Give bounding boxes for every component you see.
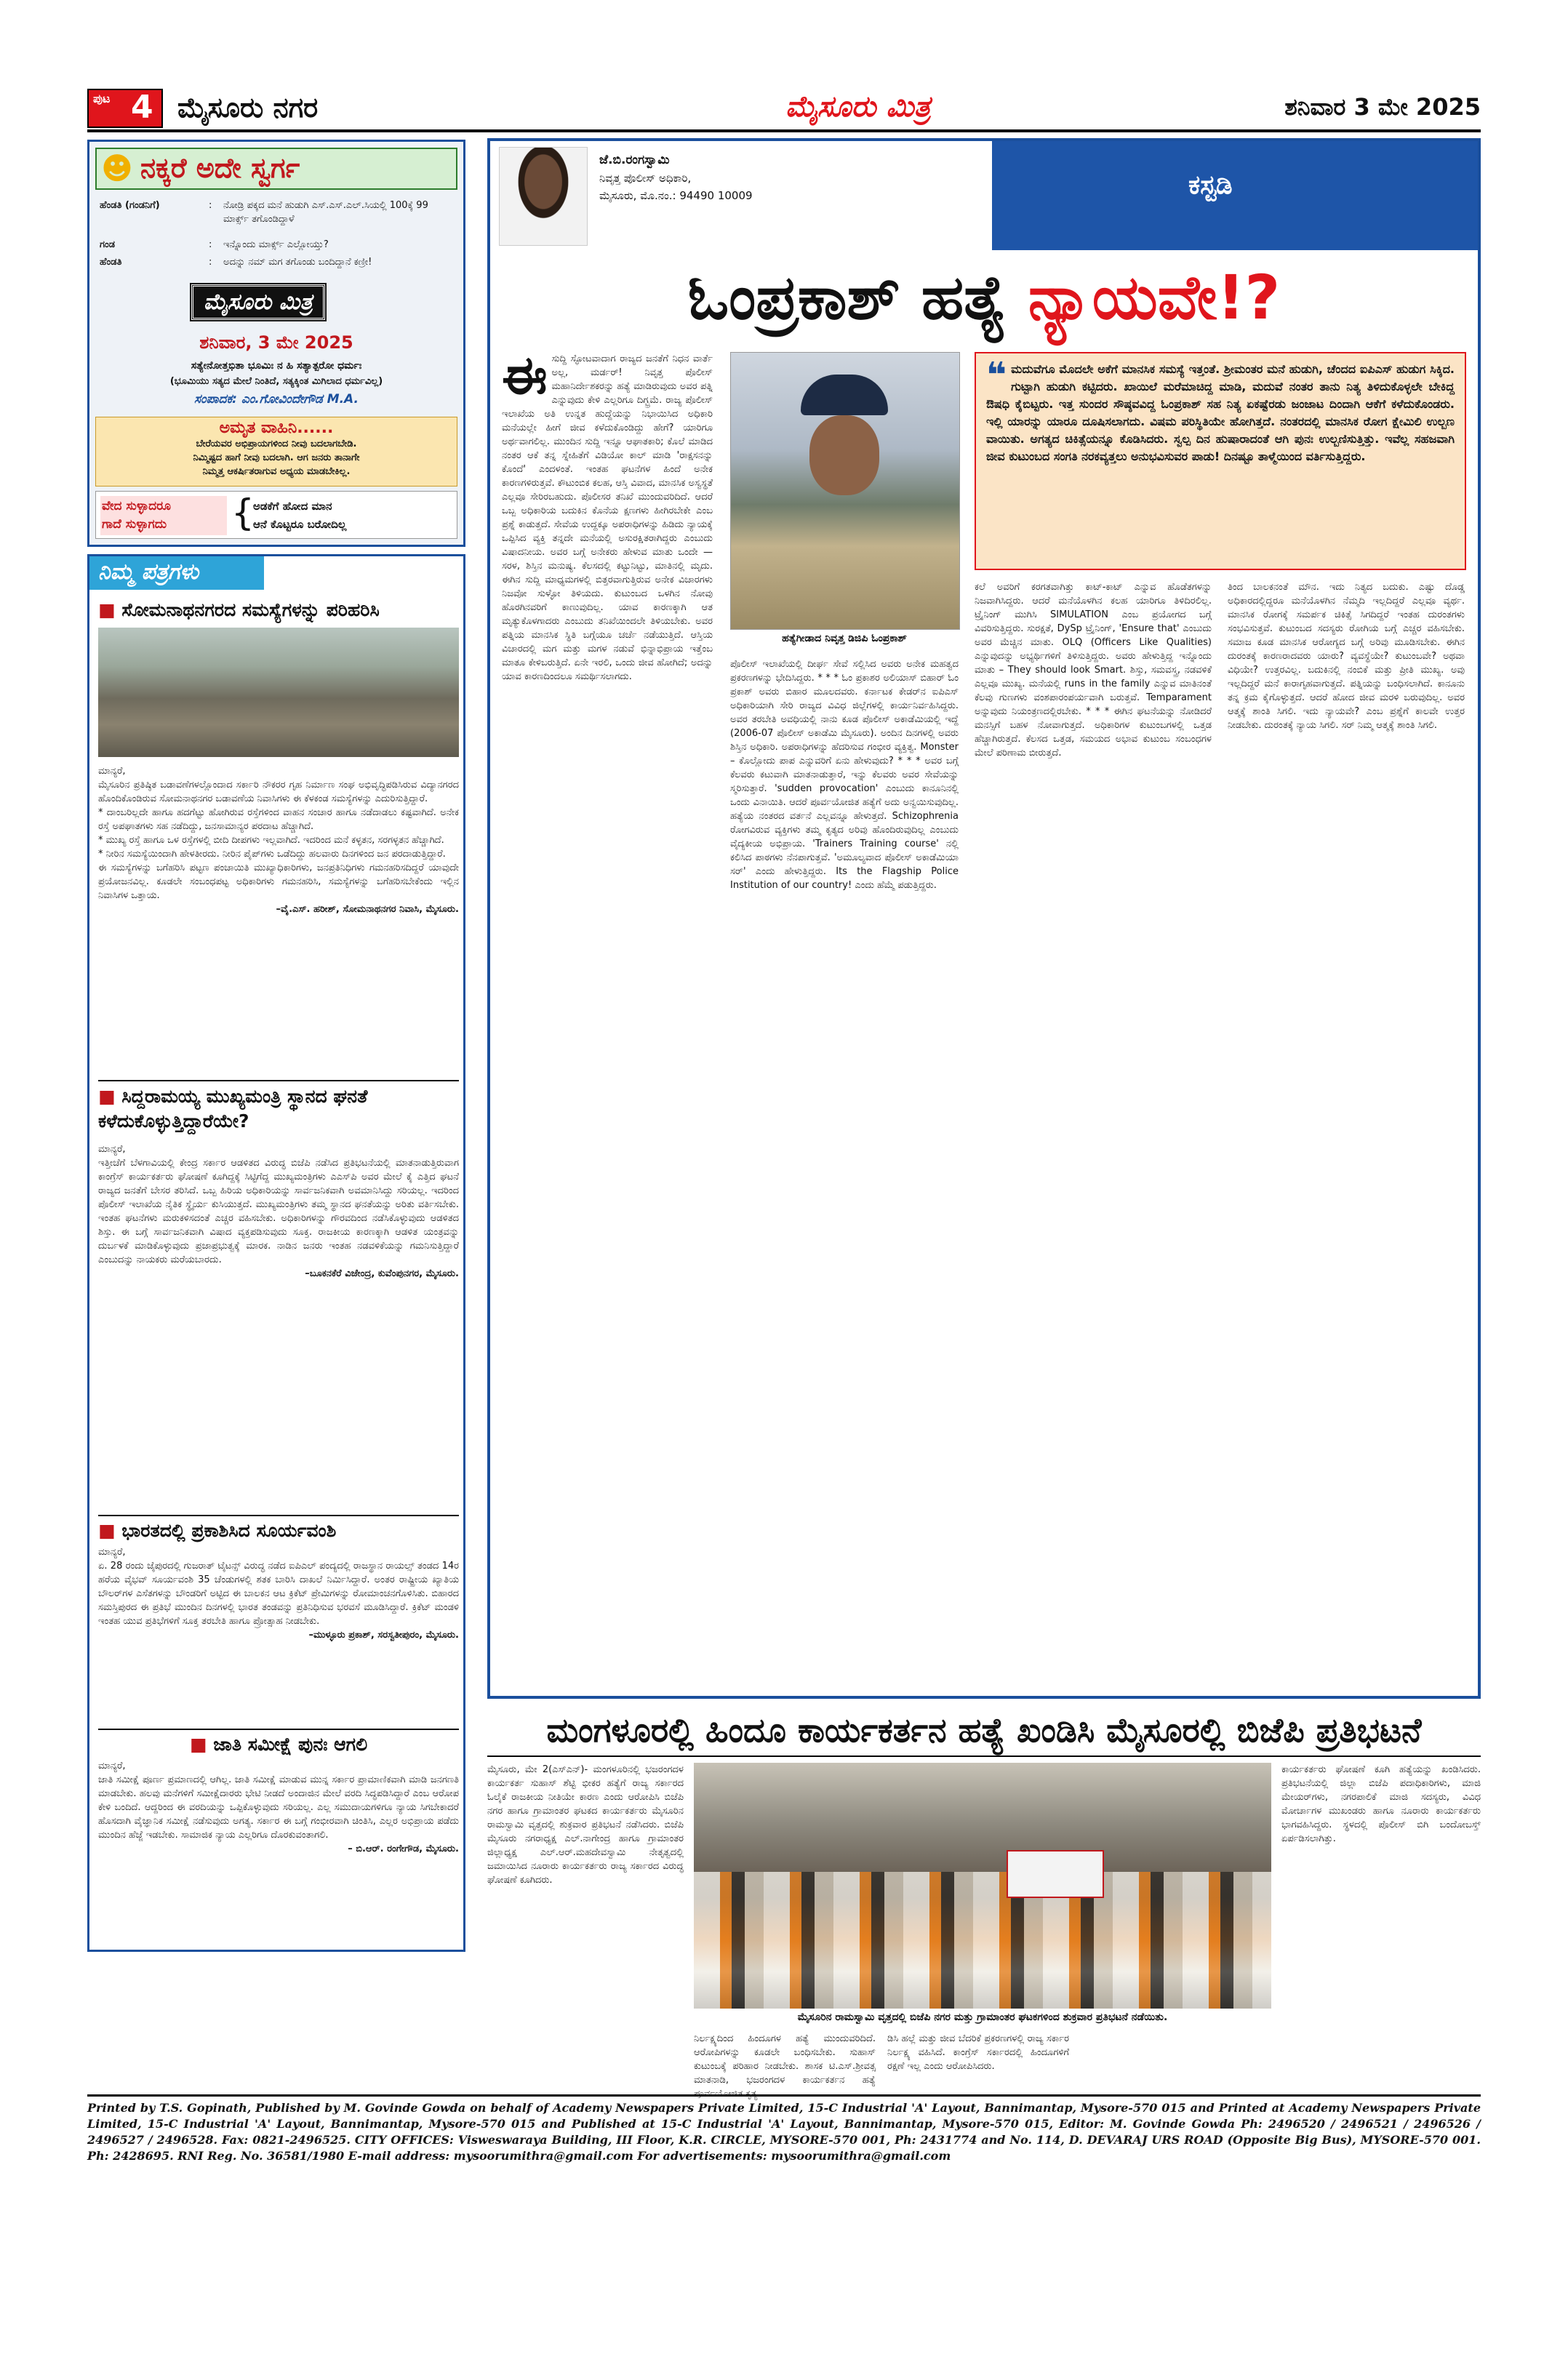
letter-4-text: ಮಾನ್ಯರೆ, ಜಾತಿ ಸಮೀಕ್ಷೆ ಪೂರ್ಣ ಪ್ರಮಾಣದಲ್ಲಿ ಆಗಿಲ್ಲ. ಜಾತಿ ಸಮೀಕ್ಷೆ ಮಾಡುವ ಮುನ್ನ ಸರ್ಕಾರ ಪ್ರಾಮಾಣಿಕವಾಗಿ ಮಾಡಿ ಜನಗಣತಿ ಮಾಡಬೇಕು. ಹಲವು ಮನೆಗಳಿಗೆ ಸಮೀಕ್ಷೆದಾರರು ಭೇಟಿ ನೀಡದೆ ಅಂದಾಜಿನ ಮೇಲೆ ವರದಿ ಸಿದ್ಧಪಡಿಸಿದ್ದಾರೆ ಎಂಬ ಆರೋಪ ಕೇಳಿ ಬಂದಿದೆ. ಆದ್ದರಿಂದ ಈ ವರದಿಯನ್ನು ಒಪ್ಪಿಕೊಳ್ಳುವುದು ಸರಿಯಲ್ಲ. ಎಲ್ಲ ಸಮುದಾಯಗಳಿಗೂ ನ್ಯಾಯ ಸಿಗಬೇಕಾದರೆ ಹೊಸದಾಗಿ ವೈಜ್ಞಾನಿಕ ಸಮೀಕ್ಷೆ ನಡೆಸುವುದು ಅಗತ್ಯ. ಸರ್ಕಾರ ಈ ಬಗ್ಗೆ ಗಂಭೀರವಾಗಿ ಚಿಂತಿಸಿ, ಎಲ್ಲರ ಅಭಿಪ್ರಾಯ ಪಡೆದು ಮುಂದಿನ ಹೆಜ್ಜೆ ಇಡಬೇಕು. ಸಾಮಾಜಿಕ ನ್ಯಾಯ ಎಲ್ಲರಿಗೂ ದೊರಕುವಂತಾಗಲಿ. – ಬಿ.ಆರ್. ರಂಗೇಗೌಡ, ಮೈಸೂರು. <box>98 1761 459 1854</box>
protest-col-mid-1: ನಿರ್ಲಕ್ಷ್ಯದಿಂದ ಹಿಂದೂಗಳ ಹತ್ಯೆ ಮುಂದುವರಿದಿದೆ. ಆರೋಪಿಗಳನ್ನು ಕೂಡಲೇ ಬಂಧಿಸಬೇಕು. ಸುಹಾಸ್ ಕುಟುಂಬಕ್ಕೆ ಪರಿಹಾರ ನೀಡಬೇಕು. ಶಾಸಕ ಟಿ.ಎಸ್.ಶ್ರೀವತ್ಸ ಮಾತನಾಡಿ, ಭಜರಂಗದಳ ಕಾರ್ಯಕರ್ತನ ಹತ್ಯೆ <box>694 2033 876 2086</box>
letter-3-title: ■ ಭಾರತದಲ್ಲಿ ಪ್ರಕಾಶಿಸಿದ ಸೂರ್ಯವಂಶಿ <box>98 1515 459 1542</box>
joke-box <box>87 140 465 547</box>
author-place: ಮೈಸೂರು, ಮೊ.ನಂ.: 94490 10009 <box>599 189 753 202</box>
protest-col-mid-2: ಡಿಸಿ ಹಲ್ಲೆ ಮತ್ತು ಜೀವ ಬೆದರಿಕೆ ಪ್ರಕರಣಗಳಲ್ಲಿ ರಾಜ್ಯ ಸರ್ಕಾರ ನಿರ್ಲಕ್ಷ್ಯ ವಹಿಸಿದೆ. ಕಾಂಗ್ರೆಸ್ ಸರ್ಕಾರದಲ್ಲಿ ಹಿಂದೂಗಳಿಗೆ ರಕ್ಷಣೆ ಇಲ್ಲ ಎಂದು ಆರೋಪಿಸಿದರು. <box>887 2033 1069 2072</box>
article-col-3: ಕಲೆ ಅವರಿಗೆ ಕರಗತವಾಗಿತ್ತು ಕಾಟ್-ಕಾಟ್ ಎನ್ನುವ ಹೊಡೆತಗಳನ್ನು ನಿಜವಾಗಿಸಿದ್ದರು. ಆದರೆ ಮನೆಯೊಳಗಿನ ಕಲಹ ಯಾರಿಗೂ ತಿಳಿದಿರಲಿಲ್ಲ. ಟ್ರೈನಿಂಗ್ ಮುಗಿಸಿ SIMULATION ಎಂಬ ಪ್ರಯೋಗದ ಬಗ್ಗೆ ವಿವರಿಸುತ್ತಿದ್ದರು. ಸುರಕ್ಷತೆ, DySp ಟ್ರೈನಿಂಗ್, 'Ensure that' ಎಂಬುದು ಅವರ ಮೆಚ್ಚಿನ ಮಾತು. OLQ (Officers Like Qualities) ಎನ್ನುವುದನ್ನು ಅಭ್ಯರ್ಥಿಗಳಿಗೆ ತಿಳಿಸುತ್ತಿದ್ದರು. ಅವರು ಹೇಳುತ್ತಿದ್ದ ಇನ್ನೊಂದು ಮಾತು – They should look Smart. ಶಿಸ್ತು, ಸಮವಸ್ತ್ರ, ನಡವಳಿಕೆ ಎಲ್ಲವೂ ಮುಖ್ಯ. ಮನೆಯಲ್ಲಿ runs in the family ಎನ್ನುವ ಮಾತಿನಂತೆ ಕೆಲವು ಗುಣಗಳು ವಂಶಪಾರಂಪರ್ಯವಾಗಿ ಬರುತ್ತವೆ. Temparament ಅನ್ನುವುದು ನಿಯಂತ್ರಣದಲ್ಲಿರಬೇಕು. * * * ಈಗಿನ ಘಟನೆಯನ್ನು ನೋಡಿದರೆ ಮನಸ್ಸಿಗೆ ಬಹಳ ನೋವಾಗುತ್ತದೆ. ಅಧಿಕಾರಿಗಳ ಕುಟುಂಬಗಳಲ್ಲಿ ಒತ್ತಡ ಹೆಚ್ಚಾಗಿರುತ್ತದೆ. ಕೆಲಸದ ಒತ್ತಡ, ಸಮಯದ ಅಭಾವ ಕುಟುಂಬ ಸಂಬಂಧಗಳ ಮೇಲೆ ಪರಿಣಾಮ ಬೀರುತ್ತದೆ. <box>975 582 1212 758</box>
headline <box>490 257 1478 337</box>
paper-logo: ಮೈಸೂರು ಮಿತ್ರ <box>191 284 325 320</box>
letter-1-photo <box>98 628 459 757</box>
bullet-square-icon: ■ <box>98 1086 116 1107</box>
dgp-photo <box>730 352 960 630</box>
proverb-right: ಅಡಕೆಗೆ ಹೋದ ಮಾನ ಆನೆ ಕೊಟ್ಟರೂ ಬರೋದಿಲ್ಲ <box>253 500 347 531</box>
paper-motto-sub: (ಭೂಮಿಯು ಸತ್ಯದ ಮೇಲೆ ನಿಂತಿದೆ, ಸತ್ಯಕ್ಕಿಂತ ಮಿಗಿಲಾದ ಧರ್ಮವಿಲ್ಲ) <box>169 376 383 387</box>
pullquote-box <box>975 352 1466 570</box>
quote-icon: ❝ <box>986 355 1007 396</box>
bullet-square-icon: ■ <box>98 1520 116 1541</box>
brace-icon: { <box>231 492 255 534</box>
protest-col-right: ಕಾರ್ಯಕರ್ತರು ಘೋಷಣೆ ಕೂಗಿ ಹತ್ಯೆಯನ್ನು ಖಂಡಿಸಿದರು. ಪ್ರತಿಭಟನೆಯಲ್ಲಿ ಜಿಲ್ಲಾ ಬಿಜೆಪಿ ಪದಾಧಿಕಾರಿಗಳು, ಮಾಜಿ ಮೇಯರ್‌ಗಳು, ನಗರಪಾಲಿಕೆ ಮಾಜಿ ಸದಸ್ಯರು, ವಿವಿಧ ಮೋರ್ಚಾಗಳ ಮುಖಂಡರು ಹಾಗೂ ನೂರಾರು ಕಾರ್ಯಕರ್ತರು ಭಾಗವಹಿಸಿದ್ದರು. ಸ್ಥಳದಲ್ಲಿ ಪೊಲೀಸ್ ಬಿಗಿ ಬಂದೋಬಸ್ತ್ ಏರ್ಪಡಿಸಲಾಗಿತ್ತು. <box>1281 1764 1481 1844</box>
author-photo <box>499 147 588 246</box>
photo-caption: ಹತ್ಯೆಗೀಡಾದ ನಿವೃತ್ತ ಡಿಜಿಪಿ ಓಂಪ್ರಕಾಶ್ <box>782 633 907 644</box>
headline-part-a: ಓಂಪ್ರಕಾಶ್ ಹತ್ಯೆ <box>687 262 1007 333</box>
letters-title-bar <box>89 556 264 590</box>
letter-2-text: ಮಾನ್ಯರೆ, ಇತ್ತೀಚೆಗೆ ಬೆಳಗಾವಿಯಲ್ಲಿ ಕೇಂದ್ರ ಸರ್ಕಾರ ಆಡಳಿತದ ವಿರುದ್ಧ ಬಿಜೆಪಿ ನಡೆಸಿದ ಪ್ರತಿಭಟನೆಯಲ್ಲಿ ಮಾತನಾಡುತ್ತಿರುವಾಗ ಕಾಂಗ್ರೆಸ್ ಕಾರ್ಯಕರ್ತರು ಘೋಷಣೆ ಕೂಗಿದ್ದಕ್ಕೆ ಸಿಟ್ಟಿಗೆದ್ದ ಮುಖ್ಯಮಂತ್ರಿಗಳು ಎಎಸ್‌ಪಿ ಅವರ ಮೇಲೆ ಕೈ ಎತ್ತಿದ ಘಟನೆ ರಾಜ್ಯದ ಜನತೆಗೆ ಬೇಸರ ತರಿಸಿದೆ. ಒಬ್ಬ ಹಿರಿಯ ಅಧಿಕಾರಿಯನ್ನು ಸಾರ್ವಜನಿಕವಾಗಿ ಅವಮಾನಿಸಿದ್ದು ಸರಿಯಲ್ಲ. ಇದರಿಂದ ಪೊಲೀಸ್ ಇಲಾಖೆಯ ನೈತಿಕ ಸ್ಥೈರ್ಯ ಕುಸಿಯುತ್ತದೆ. ಮುಖ್ಯಮಂತ್ರಿಗಳು ತಮ್ಮ ಸ್ಥಾನದ ಘನತೆಯನ್ನು ಅರಿತು ವರ್ತಿಸಬೇಕು. ಇಂತಹ ಘಟನೆಗಳು ಮರುಕಳಿಸದಂತೆ ಎಚ್ಚರ ವಹಿಸಬೇಕು. ಅಧಿಕಾರಿಗಳನ್ನು ಗೌರವದಿಂದ ನಡೆಸಿಕೊಳ್ಳುವುದು ಆಡಳಿತದ ಶಿಸ್ತು. ಈ ಬಗ್ಗೆ ಸಾರ್ವಜನಿಕವಾಗಿ ವಿಷಾದ ವ್ಯಕ್ತಪಡಿಸುವುದು ಸೂಕ್ತ. ರಾಜಕೀಯ ಕಾರಣಕ್ಕಾಗಿ ಆಡಳಿತ ಯಂತ್ರವನ್ನು ದುರ್ಬಳಕೆ ಮಾಡಿಕೊಳ್ಳುವುದು ಪ್ರಜಾಪ್ರಭುತ್ವಕ್ಕೆ ಮಾರಕ. ನಾಡಿನ ಜನರು ಇಂತಹ ನಡವಳಿಕೆಯನ್ನು ಗಮನಿಸುತ್ತಿದ್ದಾರೆ ಎಂಬುದನ್ನು ನಾಯಕರು ಮರೆಯಬಾರದು. –ಬೂಕನಕೆರೆ ವಿಜೇಂದ್ರ, ಕುವೆಂಪುನಗರ, ಮೈಸೂರು. <box>98 1144 459 1279</box>
letters-section <box>87 554 465 1952</box>
page-header <box>87 89 1481 131</box>
column-name-bar <box>992 141 1478 250</box>
amrutha-line-2: ನಿಮ್ಮಿಷ್ಟದ ಹಾಗೆ ನೀವು ಬದಲಾಗಿ. ಆಗ ಜನರು ತಾನಾಗೇ <box>193 452 360 463</box>
joke-row-2: ಗಂಡ : ಇನ್ನೊಂದು ಮಾರ್ಕ್ಸ್ ಎಲ್ಲೋಯ್ತು? <box>100 239 329 250</box>
banner-shape <box>1007 1850 1104 1898</box>
article-col-4: ತಿಂದ ಬಾಲಕನಂತೆ ಮೌನ. ಇದು ನಿತ್ಯದ ಬದುಕು. ಎಷ್ಟು ದೊಡ್ಡ ಅಧಿಕಾರದಲ್ಲಿದ್ದರೂ ಮನೆಯೊಳಗಿನ ನೆಮ್ಮದಿ ಇಲ್ಲದಿದ್ದರೆ ಎಲ್ಲವೂ ವ್ಯರ್ಥ. ಮಾನಸಿಕ ರೋಗಕ್ಕೆ ಸಮರ್ಪಕ ಚಿಕಿತ್ಸೆ ಸಿಗದಿದ್ದರೆ ಇಂತಹ ದುರಂತಗಳು ಸಂಭವಿಸುತ್ತವೆ. ಕುಟುಂಬದ ಸದಸ್ಯರು ರೋಗಿಯ ಬಗ್ಗೆ ಎಚ್ಚರ ವಹಿಸಬೇಕು. ಸಮಾಜ ಕೂಡ ಮಾನಸಿಕ ಆರೋಗ್ಯದ ಬಗ್ಗೆ ಅರಿವು ಮೂಡಿಸಬೇಕು. ಈಗಿನ ದುರಂತಕ್ಕೆ ಕಾರಣರಾದವರು ಯಾರು? ವ್ಯವಸ್ಥೆಯೇ? ಕುಟುಂಬವೇ? ಅಥವಾ ವಿಧಿಯೇ? ಉತ್ತರವಿಲ್ಲ. ಬದುಕಿನಲ್ಲಿ ನಂಬಿಕೆ ಮತ್ತು ಪ್ರೀತಿ ಮುಖ್ಯ. ಅವು ಇಲ್ಲದಿದ್ದರೆ ಮನೆ ಕಾರಾಗೃಹವಾಗುತ್ತದೆ. ಪತ್ನಿಯನ್ನು ಬಂಧಿಸಲಾಗಿದೆ. ಕಾನೂನು ತನ್ನ ಕ್ರಮ ಕೈಗೊಳ್ಳುತ್ತದೆ. ಆದರೆ ಹೋದ ಜೀವ ಮರಳಿ ಬರುವುದಿಲ್ಲ. ಅವರ ಆತ್ಮಕ್ಕೆ ಶಾಂತಿ ಸಿಗಲಿ. ಇದು ನ್ಯಾಯವೇ? ಎಂಬ ಪ್ರಶ್ನೆಗೆ ಕಾಲವೇ ಉತ್ತರ ನೀಡಬೇಕು. ದುರಂತಕ್ಕೆ ನ್ಯಾಯ ಸಿಗಲಿ. ಸರ್ ನಿಮ್ಮ ಆತ್ಮಕ್ಕೆ ಶಾಂತಿ ಸಿಗಲಿ. <box>1228 582 1465 731</box>
column-name: ಕಸ್ಟಡಿ <box>1188 170 1233 200</box>
page-number: 4 <box>131 89 153 126</box>
article-col-2: ಪೊಲೀಸ್ ಇಲಾಖೆಯಲ್ಲಿ ದೀರ್ಘ ಸೇವೆ ಸಲ್ಲಿಸಿದ ಅವರು ಅನೇಕ ಮಹತ್ವದ ಪ್ರಕರಣಗಳನ್ನು ಭೇದಿಸಿದ್ದರು. * * * ಓಂ ಪ್ರಕಾಶರ ಅಲಿಯಾಸ್ ಬಿಹಾರ್ ಓಂ ಪ್ರಕಾಶ್ ಅವರು ಬಿಹಾರ ಮೂಲದವರು. ಕರ್ನಾಟಕ ಕೇಡರ್‌ನ ಐಪಿಎಸ್ ಅಧಿಕಾರಿಯಾಗಿ ಸೇರಿ ರಾಜ್ಯದ ವಿವಿಧ ಜಿಲ್ಲೆಗಳಲ್ಲಿ ಕಾರ್ಯನಿರ್ವಹಿಸಿದ್ದರು. ಅವರ ತರಬೇತಿ ಅವಧಿಯಲ್ಲಿ ನಾನು ಕೂಡ ಪೊಲೀಸ್ ಅಕಾಡೆಮಿಯಲ್ಲಿ ಇದ್ದೆ (2006-07 ಪೊಲೀಸ್ ಅಕಾಡೆಮಿ ಮೈಸೂರು). ಅಂದಿನ ದಿನಗಳಲ್ಲಿ ಅವರು ಶಿಸ್ತಿನ ಅಧಿಕಾರಿ. ಅಪರಾಧಿಗಳನ್ನು ಹೆದರಿಸುವ ಗಂಭೀರ ವ್ಯಕ್ತಿತ್ವ. Monster – ಕೊಲ್ಲೋದು ಪಾಪ ಎನ್ನುವರಿಗೆ ಏನು ಹೇಳುವುದು? * * * ಅವರ ಬಗ್ಗೆ ಕೆಲವರು ಕಟುವಾಗಿ ಮಾತನಾಡುತ್ತಾರೆ, ಇನ್ನು ಕೆಲವರು ಅವರ ಸೇವೆಯನ್ನು ಸ್ಮರಿಸುತ್ತಾರೆ. 'sudden provocation' ಎಂಬುದು ಕಾನೂನಿನಲ್ಲಿ ಒಂದು ವಿನಾಯಿತಿ. ಆದರೆ ಪೂರ್ವಯೋಜಿತ ಹತ್ಯೆಗೆ ಅದು ಅನ್ವಯಿಸುವುದಿಲ್ಲ. ಹತ್ಯೆಯ ನಂತರದ ವರ್ತನೆ ಎಲ್ಲವನ್ನೂ ಹೇಳುತ್ತದೆ. Schizophrenia ರೋಗವಿರುವ ವ್ಯಕ್ತಿಗಳು ತಮ್ಮ ಕೃತ್ಯದ ಅರಿವು ಹೊಂದಿರುವುದಿಲ್ಲ ಎಂಬುದು ವೈದ್ಯಕೀಯ ಅಭಿಪ್ರಾಯ. 'Trainers Training course' ನಲ್ಲಿ ಕಲಿಸಿದ ಪಾಠಗಳು ನೆನಪಾಗುತ್ತವೆ. 'ಅಮೂಲ್ಯವಾದ ಪೊಲೀಸ್ ಅಕಾಡೆಮಿಯಾ ಸರ್' ಎಂದು ಹೇಳುತ್ತಿದ್ದರು. Its the Flagship Police Institution of our country! ಎಂದು ಹೆಮ್ಮೆ ಪಡುತ್ತಿದ್ದರು. <box>730 659 959 891</box>
footer-rule <box>87 2094 1481 2097</box>
masthead-logo: ಮೈಸೂರು ಮಿತ್ರ <box>785 90 931 124</box>
joke-row-3: ಹೆಂಡತಿ : ಅದನ್ನು ನಮ್ ಮಗ ತಗೊಂಡು ಬಂದಿದ್ದಾನೆ ಕಣ್ರೀ! <box>100 257 372 268</box>
protest-headline: ಮಂಗಳೂರಲ್ಲಿ ಹಿಂದೂ ಕಾರ್ಯಕರ್ತನ ಹತ್ಯೆ ಖಂಡಿಸಿ ಮೈಸೂರಲ್ಲಿ ಬಿಜೆಪಿ ಪ್ರತಿಭಟನೆ <box>546 1710 1422 1750</box>
proverb-box <box>95 491 457 539</box>
joke-title-bar <box>95 148 457 190</box>
letter-4-title: ■ ಜಾತಿ ಸಮೀಕ್ಷೆ ಪುನಃ ಆಗಲಿ <box>98 1729 459 1756</box>
amrutha-line-1: ಬೇರೆಯವರ ಅಭಿಪ್ರಾಯಗಳಿಂದ ನೀವು ಬದಲಾಗಬೇಡಿ. <box>196 439 357 449</box>
article-col-1: ಈ ಸುದ್ದಿ ಸ್ಫೋಟವಾದಾಗ ರಾಜ್ಯದ ಜನತೆಗೆ ನಿಧನ ವಾರ್ತೆ ಅಲ್ಲ, ಮರ್ಡರ್! ನಿವೃತ್ತ ಪೊಲೀಸ್ ಮಹಾನಿರ್ದೇಶಕರನ್ನು ಹತ್ಯೆ ಮಾಡಿರುವುದು ಅವರ ಪತ್ನಿ ಎನ್ನುವುದು ಕೇಳಿ ಎಲ್ಲರಿಗೂ ದಿಗ್ಭ್ರಮೆ. ರಾಜ್ಯ ಪೊಲೀಸ್ ಇಲಾಖೆಯ ಅತಿ ಉನ್ನತ ಹುದ್ದೆಯನ್ನು ನಿಭಾಯಿಸಿದ ಅಧಿಕಾರಿ ಮನೆಯಲ್ಲೇ ಹೀಗೆ ಜೀವ ಕಳೆದುಕೊಂಡಿದ್ದು ಹೇಗೆ? ಯಾರಿಗೂ ಅರ್ಥವಾಗಲಿಲ್ಲ. ಮುಂದಿನ ಸುದ್ದಿ ಇನ್ನೂ ಆಘಾತಕಾರಿ; ಕೊಲೆ ಮಾಡಿದ ನಂತರ ಆಕೆ ತನ್ನ ಸ್ನೇಹಿತೆಗೆ ವಿಡಿಯೋ ಕಾಲ್ ಮಾಡಿ 'ರಾಕ್ಷಸನನ್ನು ಕೊಂದೆ' ಎಂದಳಂತೆ. ಇಂತಹ ಘಟನೆಗಳ ಹಿಂದೆ ಅನೇಕ ಕಾರಣಗಳಿರುತ್ತವೆ. ಕೌಟುಂಬಿಕ ಕಲಹ, ಆಸ್ತಿ ವಿವಾದ, ಮಾನಸಿಕ ಅಸ್ವಸ್ಥತೆ ಎಲ್ಲವೂ ಸೇರಿರಬಹುದು. ಪೊಲೀಸರ ತನಿಖೆ ಮುಂದುವರಿದಿದೆ. ಆದರೆ ಒಬ್ಬ ಅಧಿಕಾರಿಯ ಬದುಕಿನ ಕೊನೆಯ ಕ್ಷಣಗಳು ಹೀಗಿರಬೇಕೇ ಎಂಬ ಪ್ರಶ್ನೆ ಕಾಡುತ್ತದೆ. ಸೇವೆಯ ಉದ್ದಕ್ಕೂ ಅಪರಾಧಿಗಳನ್ನು ಹಿಡಿದು ನ್ಯಾಯಕ್ಕೆ ಒಪ್ಪಿಸಿದ ವ್ಯಕ್ತಿ ತನ್ನದೇ ಮನೆಯಲ್ಲಿ ಅಸುರಕ್ಷಿತರಾಗಿದ್ದರು ಎಂಬುದು ವಿಷಾದನೀಯ. ಅವರ ಬಗ್ಗೆ ಅನೇಕರು ಹೇಳುವ ಮಾತು ಒಂದೇ — ಸರಳ, ಶಿಸ್ತಿನ ಮನುಷ್ಯ. ಕೆಲಸದಲ್ಲಿ ಕಟ್ಟುನಿಟ್ಟು, ಮಾತಿನಲ್ಲಿ ಮೃದು. ಈಗಿನ ಸುದ್ದಿ ಮಾಧ್ಯಮಗಳಲ್ಲಿ ಬಿತ್ತರವಾಗುತ್ತಿರುವ ಅನೇಕ ವಿಚಾರಗಳು ನಿಜವೋ ಸುಳ್ಳೋ ತಿಳಿಯದು. ಕುಟುಂಬದ ಒಳಗಿನ ನೋವು ಹೊರಗಿನವರಿಗೆ ಕಾಣುವುದಿಲ್ಲ. ಯಾವ ಕಾರಣಕ್ಕಾಗಿ ಆತ ಮೃತ್ಯುಕೊಳಗಾದರು ಎಂಬುದು ತನಿಖೆಯಿಂದಲೇ ತಿಳಿಯಬೇಕು. ಅವರ ಪತ್ನಿಯ ಮಾನಸಿಕ ಸ್ಥಿತಿ ಬಗ್ಗೆಯೂ ಚರ್ಚೆ ನಡೆಯುತ್ತಿದೆ. ಆಸ್ತಿಯ ವಿಚಾರದಲ್ಲಿ ಮಗ ಮತ್ತು ಮಗಳ ನಡುವೆ ಭಿನ್ನಾಭಿಪ್ರಾಯ ಇತ್ತೆಂಬ ಮಾತೂ ಕೇಳಿಬರುತ್ತಿದೆ. ಏನೇ ಇರಲಿ, ಒಂದು ಜೀವ ಹೋಗಿದೆ; ಅದನ್ನು ಯಾವ ಕಾರಣದಿಂದಲೂ ಸಮರ್ಥಿಸಲಾಗದು. <box>502 345 713 682</box>
header-rule <box>87 129 1481 132</box>
amrutha-box <box>95 417 457 487</box>
page-number-box <box>87 89 163 128</box>
bullet-square-icon: ■ <box>98 599 116 620</box>
letter-3-text: ಮಾನ್ಯರೆ, ಏ. 28 ರಂದು ಜೈಪುರದಲ್ಲಿ ಗುಜರಾತ್ ಟೈಟನ್ಸ್ ವಿರುದ್ಧ ನಡೆದ ಐಪಿಎಲ್ ಪಂದ್ಯದಲ್ಲಿ ರಾಜಸ್ಥಾನ ರಾಯಲ್ಸ್ ತಂಡದ 14ರ ಹರೆಯ ವೈಭವ್ ಸೂರ್ಯವಂಶಿ 35 ಚೆಂಡುಗಳಲ್ಲಿ ಶತಕ ಬಾರಿಸಿ ದಾಖಲೆ ನಿರ್ಮಿಸಿದ್ದಾರೆ. ಅಂತರ ರಾಷ್ಟ್ರೀಯ ಖ್ಯಾತಿಯ ಬೌಲರ್‌ಗಳ ಎಸೆತಗಳನ್ನು ಬೌಂಡರಿಗೆ ಅಟ್ಟಿದ ಈ ಬಾಲಕನ ಆಟ ಕ್ರಿಕೆಟ್ ಪ್ರೇಮಿಗಳನ್ನು ರೋಮಾಂಚನಗೊಳಿಸಿತು. ಬಿಹಾರದ ಸಮಸ್ತಿಪುರದ ಈ ಪ್ರತಿಭೆ ಮುಂದಿನ ದಿನಗಳಲ್ಲಿ ಭಾರತ ತಂಡವನ್ನು ಪ್ರತಿನಿಧಿಸುವ ಭರವಸೆ ಮೂಡಿಸಿದ್ದಾರೆ. ಕ್ರಿಕೆಟ್ ಮಂಡಳಿ ಇಂತಹ ಯುವ ಪ್ರತಿಭೆಗಳಿಗೆ ಸೂಕ್ತ ತರಬೇತಿ ಹಾಗೂ ಪ್ರೋತ್ಸಾಹ ನೀಡಬೇಕು. –ಮುಳ್ಳೂರು ಪ್ರಕಾಶ್, ಸರಸ್ವತೀಪುರಂ, ಮೈಸೂರು. <box>98 1547 459 1641</box>
header-date: ಶನಿವಾರ 3 ಮೇ 2025 <box>1284 93 1481 121</box>
headline-part-b: ನ್ಯಾಯವೇ!? <box>1028 262 1281 333</box>
protest-rule <box>487 1756 1481 1757</box>
crowd-shape <box>694 1872 1271 2009</box>
pullquote-text: ಮದುವೆಗೂ ಮೊದಲೇ ಅಕೆಗೆ ಮಾನಸಿಕ ಸಮಸ್ಯೆ ಇತ್ತಂತೆ. ಶ್ರೀಮಂತರ ಮನೆ ಹುಡುಗಿ, ಚೆಂದದ ಐಪಿಎಸ್ ಹುಡುಗ ಸಿಕ್ಕಿದ. ಗುಟ್ಟಾಗಿ ಹುಡುಗಿ ಕಟ್ಟಿದರು. ಖಾಯಿಲೆ ಮರೆಮಾಚಿದ್ದ ಮಾಡಿ, ಮದುವೆ ನಂತರ ತಾನು ನಿತ್ಯ ತಿಳಿದುಕೊಳ್ಳಲೇ ಬೇಕಿದ್ದ ಔಷಧಿ ಕೈಬಿಟ್ಟರು. ಇತ್ತ ಸುಂದರ ಸೌಷ್ಠವವಿದ್ದ ಓಂಪ್ರಕಾಶ್ ಸಹ ನಿತ್ಯ ಏಕಷ್ಟೆರಡು ಜಂಜಾಟ ದಿಂದಾಗಿ ಆಕೆಗೆ ಕಳೆದುಕೊಂಡರು. ಇಲ್ಲಿ ಯಾರನ್ನು ಯಾರೂ ದೂಷಿಸಲಾಗದು. ವಿಷಮ ಪರಿಸ್ಥಿತಿಯೇ ಹೋಗಿತ್ತದೆ. ನಂತರದಲ್ಲಿ ಮಾನಸಿಕ ರೋಗ ಕ್ಷೇಮಿಲಿ ಉಲ್ಬಣ ವಾಯಿತು. ಅಗತ್ಯದ ಚಿಕಿತ್ಸೆಯನ್ನೂ ಕೊಡಿಸಿದರು. ಸ್ವಲ್ಪ ದಿನ ಹುಷಾರಾದಂತೆ ಆಗಿ ಪುನಃ ಉಲ್ಬಣಿಸುತ್ತಿತ್ತು. ಇವೆಲ್ಲ ಸಹಜವಾಗಿ ಜೀವ ಕುಟುಂಬದ ಸಂಗತಿ ನರಕವ್ಯತ್ತಲು ಅನುಭವಿಸುವರ ಪಾಡು! ದಿನಷ್ಟೂ ತಾಳ್ಮೆಯಿಂದ ವರ್ತಿಸುತ್ತಿದ್ದರು. <box>986 362 1455 463</box>
joke-title: ನಕ್ಕರೆ ಅದೇ ಸ್ವರ್ಗ <box>140 152 300 184</box>
paper-date: ಶನಿವಾರ, 3 ಮೇ 2025 <box>199 332 353 353</box>
letter-2-title: ■ ಸಿದ್ದರಾಮಯ್ಯ ಮುಖ್ಯಮಂತ್ರಿ ಸ್ಥಾನದ ಘನತೆ ಕಳೆದುಕೊಳ್ಳುತ್ತಿದ್ದಾರೆಯೇ? <box>98 1080 459 1134</box>
author-name: ಜೆ.ಬಿ.ರಂಗಸ್ವಾಮಿ <box>599 153 670 167</box>
section-title: ಮೈಸೂರು ನಗರ <box>177 92 319 124</box>
paper-editor: ಸಂಪಾದಕ: ಎಂ.ಗೋವಿಂದೇಗೌಡ M.A. <box>194 392 359 407</box>
amrutha-line-3: ನಿಮ್ಮತ್ತ ಆಕರ್ಷಿತರಾಗುವ ಅಧ್ಯಯ ಮಾಡಬೇಕಿಲ್ಲ. <box>202 466 351 477</box>
imprint-footer: Printed by T.S. Gopinath, Published by M. Govinde Gowda on behalf of Academy Newspapers Private Limited, 15-C Industrial 'A' Layout, Bannimantap, Mysore-570 015 and Printed at Academy Newspapers Private Limited, 15-C Industrial 'A' Layout, Bannimantap, Mysore-570 015 and Published at 15-C Industrial 'A' Layout, Bannimantap, Mysore-570 015, Editor: M. Govinde Gowda Ph: 2496520 / 2496521 / 2496526 / 2496527 / 2496528. Fax: 0821-2496525. CITY OFFICES: Visweswaraya Building, III Floor, K.R. CIRCLE, MYSORE-570 001, Ph: 2431774 and No. 114, D. DEVARAJ URS ROAD (Opposite Big Bus), MYSORE-570 001. Ph: 2428695. RNI Reg. No. 36581/1980 E-mail address: mysoorumithra@gmail.com For advertisements: mysoorumithra@gmail.com <box>87 2101 1481 2163</box>
bullet-square-icon: ■ <box>189 1734 207 1755</box>
protest-photo <box>694 1763 1271 2009</box>
proverb-left: ವೇದ ಸುಳ್ಳಾದರೂ ಗಾದೆ ಸುಳ್ಳಾಗದು <box>100 496 227 535</box>
joke-row-1: ಹೆಂಡತಿ (ಗಂಡನಿಗೆ) : ನೋಡ್ರಿ ಪಕ್ಕದ ಮನೆ ಹುಡುಗಿ ಎಸ್.ಎಸ್.ಎಲ್.ಸಿಯಲ್ಲಿ 100ಕ್ಕೆ 99 ಮಾರ್ಕ್ಸ್ ತಗೊಂಡಿದ್ದಾಳೆ <box>100 200 428 225</box>
laugh-icon: ☻ <box>101 151 133 186</box>
paper-motto: ಸತ್ಯೇನೋತ್ತಭಿತಾ ಭೂಮಿಃ ನ ಹಿ ಸತ್ಯಾತ್ಪರೋ ಧರ್ಮಃ <box>191 360 362 372</box>
protest-caption: ಮೈಸೂರಿನ ರಾಮಸ್ವಾಮಿ ವೃತ್ತದಲ್ಲಿ ಬಿಜೆಪಿ ನಗರ ಮತ್ತು ಗ್ರಾಮಾಂತರ ಘಟಕಗಳಿಂದ ಶುಕ್ರವಾರ ಪ್ರತಿಭಟನೆ ನಡೆಯಿತು. <box>797 2011 1168 2023</box>
letter-1-title: ■ ಸೋಮನಾಥನಗರದ ಸಮಸ್ಯೆಗಳನ್ನು ಪರಿಹರಿಸಿ <box>98 599 380 620</box>
police-cap-shape <box>801 375 888 415</box>
amrutha-title: ಅಮೃತ ವಾಹಿನಿ...... <box>219 419 334 437</box>
column-article <box>487 138 1481 1699</box>
letter-1-text: ಮಾನ್ಯರೆ, ಮೈಸೂರಿನ ಪ್ರತಿಷ್ಠಿತ ಬಡಾವಣೆಗಳಲ್ಲೊಂದಾದ ಸರ್ಕಾರಿ ನೌಕರರ ಗೃಹ ನಿರ್ಮಾಣ ಸಂಘ ಅಭಿವೃದ್ಧಿಪಡಿಸಿರುವ ವಿದ್ಯಾನಗರದ ಹೊಂದಿಕೊಂಡಿರುವ ಸೋಮನಾಥನಗರ ಬಡಾವಣೆಯ ನಿವಾಸಿಗಳು ಈ ಕೆಳಕಂಡ ಸಮಸ್ಯೆಗಳನ್ನು ಎದುರಿಸುತ್ತಿದ್ದಾರೆ. * ದಾಂಬರಿಲ್ಲದೇ ಹಾಗೂ ಹದಗೆಟ್ಟು ಹೋಗಿರುವ ರಸ್ತೆಗಳಿಂದ ವಾಹನ ಸಂಚಾರ ಹಾಗೂ ನಡೆದಾಡಲು ಕಷ್ಟವಾಗಿದೆ. ಅನೇಕ ರಸ್ತೆ ಅಪಘಾತಗಳು ಸಹ ನಡೆದಿದ್ದು, ಜನಸಾಮಾನ್ಯರ ಪರದಾಟ ಹೆಚ್ಚಾಗಿದೆ. * ಮುಖ್ಯ ರಸ್ತೆ ಹಾಗೂ ಒಳ ರಸ್ತೆಗಳಲ್ಲಿ ಬೀದಿ ದೀಪಗಳು ಇಲ್ಲವಾಗಿದೆ. ಇದರಿಂದ ಮನೆ ಕಳ್ಳತನ, ಸರಗಳ್ಳತನ ಹೆಚ್ಚಾಗಿದೆ. * ನೀರಿನ ಸಮಸ್ಯೆಯಿಂದಾಗಿ ಹೇಳತೀರದು. ನೀರಿನ ಪೈಪ್‌ಗಳು ಒಡೆದಿದ್ದು ಹಲವಾರು ದಿನಗಳಿಂದ ಜನ ಪರದಾಡುತ್ತಿದ್ದಾರೆ. ಈ ಸಮಸ್ಯೆಗಳನ್ನು ಬಗೆಹರಿಸಿ ಪಟ್ಟಣ ಪಂಚಾಯಿತಿ ಮುಖ್ಯಾಧಿಕಾರಿಗಳು, ಜನಪ್ರತಿನಿಧಿಗಳು ಗಮನಹರಿಸದಿದ್ದರೆ ಯಾವುದೇ ಪ್ರಯೋಜನವಿಲ್ಲ. ಕೂಡಲೇ ಸಂಬಂಧಪಟ್ಟ ಅಧಿಕಾರಿಗಳು ಗಮನಹರಿಸಿ, ಸಮಸ್ಯೆಗಳನ್ನು ಬಗೆಹರಿಸಬೇಕೆಂದು ಇಲ್ಲಿನ ನಿವಾಸಿಗಳ ಒತ್ತಾಯ. –ವೈ.ಎಸ್. ಹರೀಶ್, ಸೋಮನಾಥನಗರ ನಿವಾಸಿ, ಮೈಸೂರು. <box>98 766 459 915</box>
author-role: ನಿವೃತ್ತ ಪೊಲೀಸ್ ಅಧಿಕಾರಿ, <box>599 172 692 185</box>
face-shape <box>809 415 879 495</box>
protest-col-left: ಮೈಸೂರು, ಮೇ 2(ಎಸ್‌ಎನ್)- ಮಂಗಳೂರಿನಲ್ಲಿ ಭಜರಂಗದಳ ಕಾರ್ಯಕರ್ತ ಸುಹಾಸ್ ಶೆಟ್ಟಿ ಭೀಕರ ಹತ್ಯೆಗೆ ರಾಜ್ಯ ಸರ್ಕಾರದ ಓಲೈಕೆ ರಾಜಕೀಯ ನೀತಿಯೇ ಕಾರಣ ಎಂದು ಆರೋಪಿಸಿ ಬಿಜೆಪಿ ನಗರ ಹಾಗೂ ಗ್ರಾಮಾಂತರ ಘಟಕದ ಕಾರ್ಯಕರ್ತರು ಮೈಸೂರಿನ ರಾಮಸ್ವಾಮಿ ವೃತ್ತದಲ್ಲಿ ಶುಕ್ರವಾರ ಪ್ರತಿಭಟನೆ ನಡೆಸಿದರು. ಬಿಜೆಪಿ ಮೈಸೂರು ನಗರಾಧ್ಯಕ್ಷ ಎಲ್.ನಾಗೇಂದ್ರ ಹಾಗೂ ಗ್ರಾಮಾಂತರ ಜಿಲ್ಲಾಧ್ಯಕ್ಷ ಎಲ್.ಆರ್.ಮಹದೇವಸ್ವಾಮಿ ನೇತೃತ್ವದಲ್ಲಿ ಜಮಾಯಿಸಿದ ನೂರಾರು ಕಾರ್ಯಕರ್ತರು ರಾಜ್ಯ ಸರ್ಕಾರದ ವಿರುದ್ಧ ಘೋಷಣೆ ಕೂಗಿದರು. <box>487 1764 684 1886</box>
page-label: ಪುಟ <box>93 92 111 105</box>
author-strip <box>490 141 1478 250</box>
drop-cap: ಈ <box>502 345 548 406</box>
letters-title: ನಿಮ್ಮ ಪತ್ರಗಳು <box>98 559 199 585</box>
